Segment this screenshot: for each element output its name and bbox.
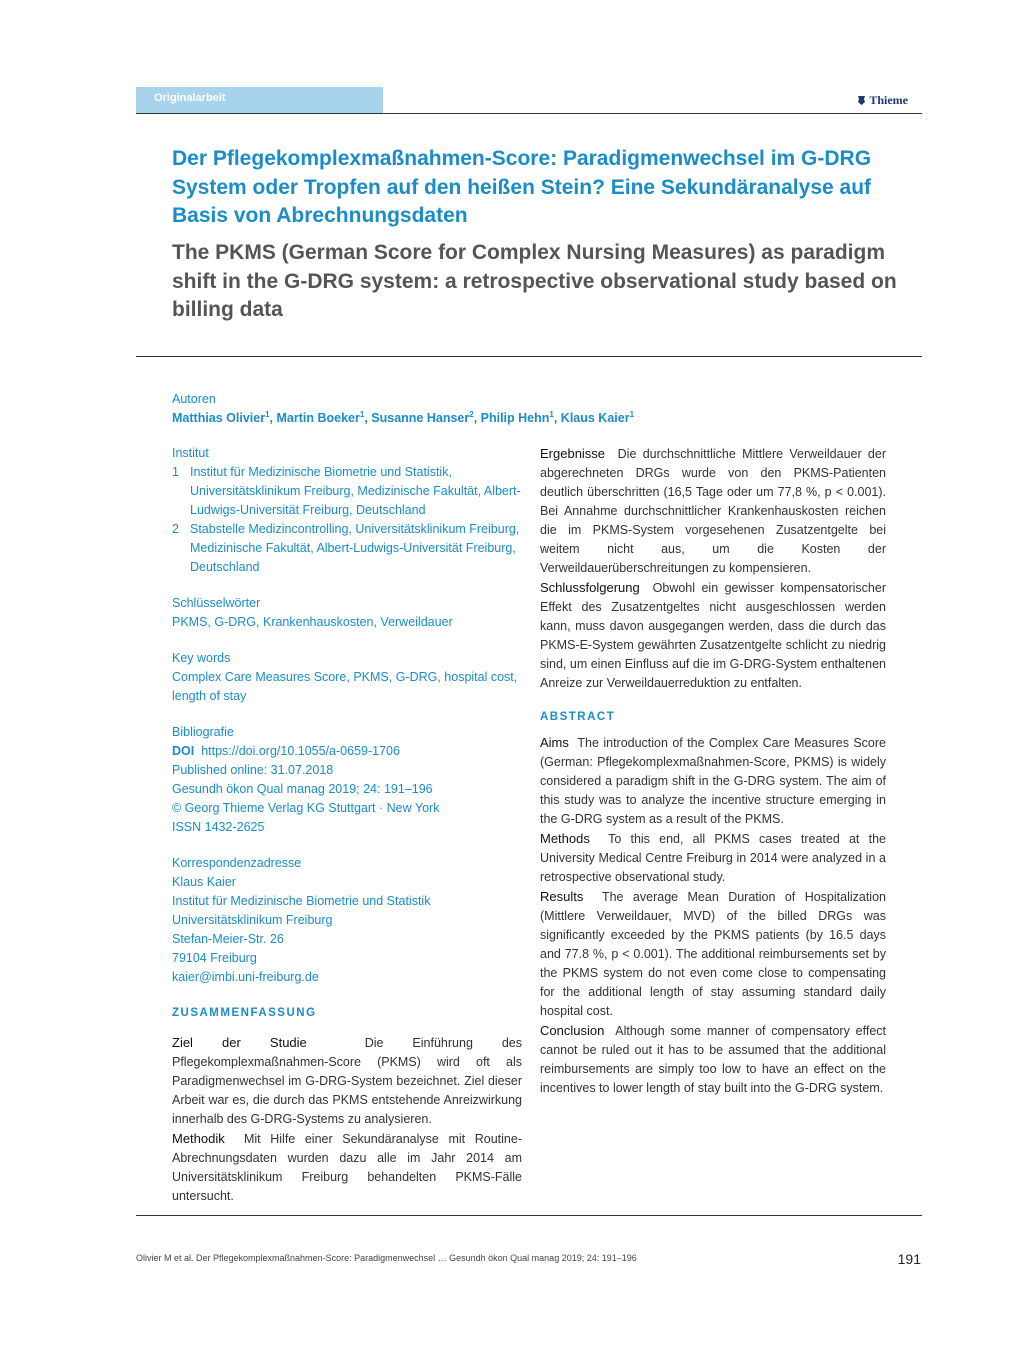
schluss-label: Schlussfolgerung	[540, 580, 640, 595]
conclusion-label: Conclusion	[540, 1023, 605, 1038]
institut-item	[172, 463, 522, 520]
results-paragraph	[540, 887, 886, 1021]
right-column	[540, 444, 886, 1098]
schluss-text: Obwohl ein gewisser kompensatorischer Effekt des Zusatzentgeltes nicht ausgeschlossen werden kann, muss davon ausgegangen werden, dass die durch das PKMS-E-System gewährten Zusatzentgelte schlicht zu niedrig sind, um einen Einfluss auf die im G-DRG-System enthaltenen Anreize zur Verweildauerreduktion zu entfalten.	[540, 581, 886, 690]
left-column	[172, 444, 522, 1206]
issn: ISSN 1432-2625	[172, 820, 265, 834]
bibliografie-section	[172, 723, 522, 837]
author-name: Philip Hehn	[480, 411, 550, 425]
correspondent-hospital: Universitätsklinikum Freiburg	[172, 913, 333, 927]
author-name: Klaus Kaier	[560, 411, 630, 425]
ziel-label: Ziel der Studie	[172, 1035, 307, 1050]
doi-label: DOI	[172, 744, 195, 758]
header-rule	[136, 113, 922, 114]
correspondent-email[interactable]: kaier@imbi.uni-freiburg.de	[172, 970, 319, 984]
methodik-label: Methodik	[172, 1131, 225, 1146]
ergebnisse-label: Ergebnisse	[540, 446, 606, 461]
methodik-text: Mit Hilfe einer Sekundäranalyse mit Routine-Abrechnungsdaten wurden dazu alle im Jahr 2014 am Universitätsklinikum Freiburg behandelten PKMS-Fälle untersucht.	[172, 1132, 522, 1203]
correspondent-street: Stefan-Meier-Str. 26	[172, 932, 284, 946]
aims-paragraph	[540, 733, 886, 829]
conclusion-text: Although some manner of compensatory effect cannot be ruled out it has to be assumed that the additional reimbursements are simply too low to have an effect on the incentives to lower length of stay built into the G-DRG system.	[540, 1024, 886, 1095]
institut-heading: Institut	[172, 446, 209, 460]
english-title: The PKMS (German Score for Complex Nursing Measures) as paradigm shift in the G-DRG system: a retrospective observational study based on billing data	[172, 241, 897, 321]
author-affiliation: 1	[265, 409, 270, 419]
author-affiliation: 1	[549, 409, 554, 419]
authors-block	[172, 390, 892, 428]
german-title: Der Pflegekomplexmaßnahmen-Score: Paradigmenwechsel im G-DRG System oder Tropfen auf den heißen Stein? Eine Sekundäranalyse auf Basis von Abrechnungsdaten	[172, 147, 872, 227]
author-name: Matthias Olivier	[172, 411, 266, 425]
thieme-logo-icon	[857, 95, 866, 106]
bibliografie-heading: Bibliografie	[172, 725, 234, 739]
institut-number: 1	[172, 465, 179, 479]
copyright: © Georg Thieme Verlag KG Stuttgart · New York	[172, 801, 440, 815]
institut-text: Stabstelle Medizincontrolling, Universitätsklinikum Freiburg, Medizinische Fakultät, Albert-Ludwigs-Universität Freiburg, Deutschland	[190, 522, 520, 574]
institut-text: Institut für Medizinische Biometrie und Statistik, Universitätsklinikum Freiburg, Medizinische Fakultät, Albert-Ludwigs-Universität Freiburg, Deutschland	[190, 465, 521, 517]
correspondent-city: 79104 Freiburg	[172, 951, 257, 965]
correspondent-name: Klaus Kaier	[172, 875, 236, 889]
journal-citation: Gesundh ökon Qual manag 2019; 24: 191–196	[172, 782, 433, 796]
korrespondenz-heading: Korrespondenzadresse	[172, 856, 302, 870]
ergebnisse-paragraph	[540, 444, 886, 578]
methods-paragraph	[540, 829, 886, 887]
author-affiliation: 1	[359, 409, 365, 419]
results-label: Results	[540, 889, 584, 904]
doi-link[interactable]: https://doi.org/10.1055/a-0659-1706	[201, 744, 400, 758]
keywords-section	[172, 649, 522, 706]
korrespondenz-section	[172, 854, 522, 987]
schluss-paragraph	[540, 578, 886, 693]
schluesselwoerter-heading: Schlüsselwörter	[172, 596, 261, 610]
schluesselwoerter-text: PKMS, G-DRG, Krankenhauskosten, Verweildauer	[172, 615, 453, 629]
author-name: Martin Boeker	[276, 411, 360, 425]
institut-number: 2	[172, 522, 179, 536]
conclusion-paragraph	[540, 1021, 886, 1098]
schluesselwoerter-section	[172, 594, 522, 632]
correspondent-institute: Institut für Medizinische Biometrie und Statistik	[172, 894, 431, 908]
footer-rule	[136, 1215, 922, 1216]
ziel-text: Die Einführung des Pflegekomplexmaßnahmen-Score (PKMS) wird oft als Paradigmenwechsel im G-DRG-System bezeichnet. Ziel dieser Arbeit war es, die durch das PKMS entstehende Anreizwirkung innerhalb des G-DRG-Systems zu analysieren.	[172, 1036, 522, 1126]
published-date: Published online: 31.07.2018	[172, 763, 334, 777]
section-label-band	[136, 87, 383, 113]
methodik-paragraph	[172, 1129, 522, 1206]
author-affiliation: 1	[629, 409, 635, 419]
author-affiliation: 2	[469, 409, 474, 419]
methods-label: Methods	[540, 831, 590, 846]
publisher-name: Thieme	[869, 93, 908, 107]
methods-text: To this end, all PKMS cases treated at the University Medical Centre Freiburg in 2014 were analyzed in a retrospective observational study.	[540, 832, 886, 884]
authors-list: Matthias Olivier$^1$, Martin Boeker$^1$, Susanne Hanser$^2$, Philip Hehn$^1$, Klaus Kaier$^1$	[172, 409, 635, 425]
author-name: Susanne Hanser	[371, 411, 470, 425]
keywords-text: Complex Care Measures Score, PKMS, G-DRG, hospital cost, length of stay	[172, 670, 518, 703]
publisher-logo	[857, 93, 908, 108]
zusammenfassung-continued	[540, 444, 886, 693]
aims-label: Aims	[540, 735, 569, 750]
zusammenfassung-heading: ZUSAMMENFASSUNG	[172, 1007, 317, 1019]
authors-heading: Autoren	[172, 392, 216, 406]
institut-item	[172, 520, 522, 577]
ziel-paragraph	[172, 1033, 522, 1129]
results-text: The average Mean Duration of Hospitalization (Mittlere Verweildauer, MVD) of the billed DRGs was significantly exceeded by the PKMS patients (by 16.5 days and 77.8 %, p < 0.001). The additional reimbursements set by the PKMS system do not even come close to compensating for the additional length of stay assuming standard daily hospital cost.	[540, 890, 886, 1018]
doi-line	[172, 742, 522, 761]
zusammenfassung-body	[172, 1033, 522, 1206]
abstract-heading: ABSTRACT	[540, 711, 616, 723]
institut-section	[172, 444, 522, 577]
aims-text: The introduction of the Complex Care Measures Score (German: Pflegekomplexmaßnahmen-Score, PKMS) is widely considered a paradigm shift in the G-DRG system. The aim of this study was to analyze the incentive structure emerging in the G-DRG system as a result of the PKMS.	[540, 736, 886, 826]
footer-citation: Olivier M et al. Der Pflegekomplexmaßnahmen-Score: Paradigmenwechsel … Gesundh ökon Qual manag 2019; 24: 191–196	[136, 1253, 637, 1263]
title-rule	[136, 356, 922, 357]
ergebnisse-text: Die durchschnittliche Mittlere Verweildauer der abgerechneten DRGs wurde von den PKMS-Patienten deutlich überschritten (16,5 Tage oder um 77,8 %, p < 0.001). Bei Annahme durchschnittlicher Krankenhauskosten reichen die im PKMS-System vorgesehenen Zusatzentgelte bei weitem nicht aus, um die Kosten der Verweildauerüberschreitungen zu kompensieren.	[540, 447, 886, 575]
page-number: 191	[897, 1251, 921, 1267]
keywords-heading: Key words	[172, 651, 231, 665]
abstract-body	[540, 733, 886, 1098]
section-label: Originalarbeit	[154, 92, 226, 104]
